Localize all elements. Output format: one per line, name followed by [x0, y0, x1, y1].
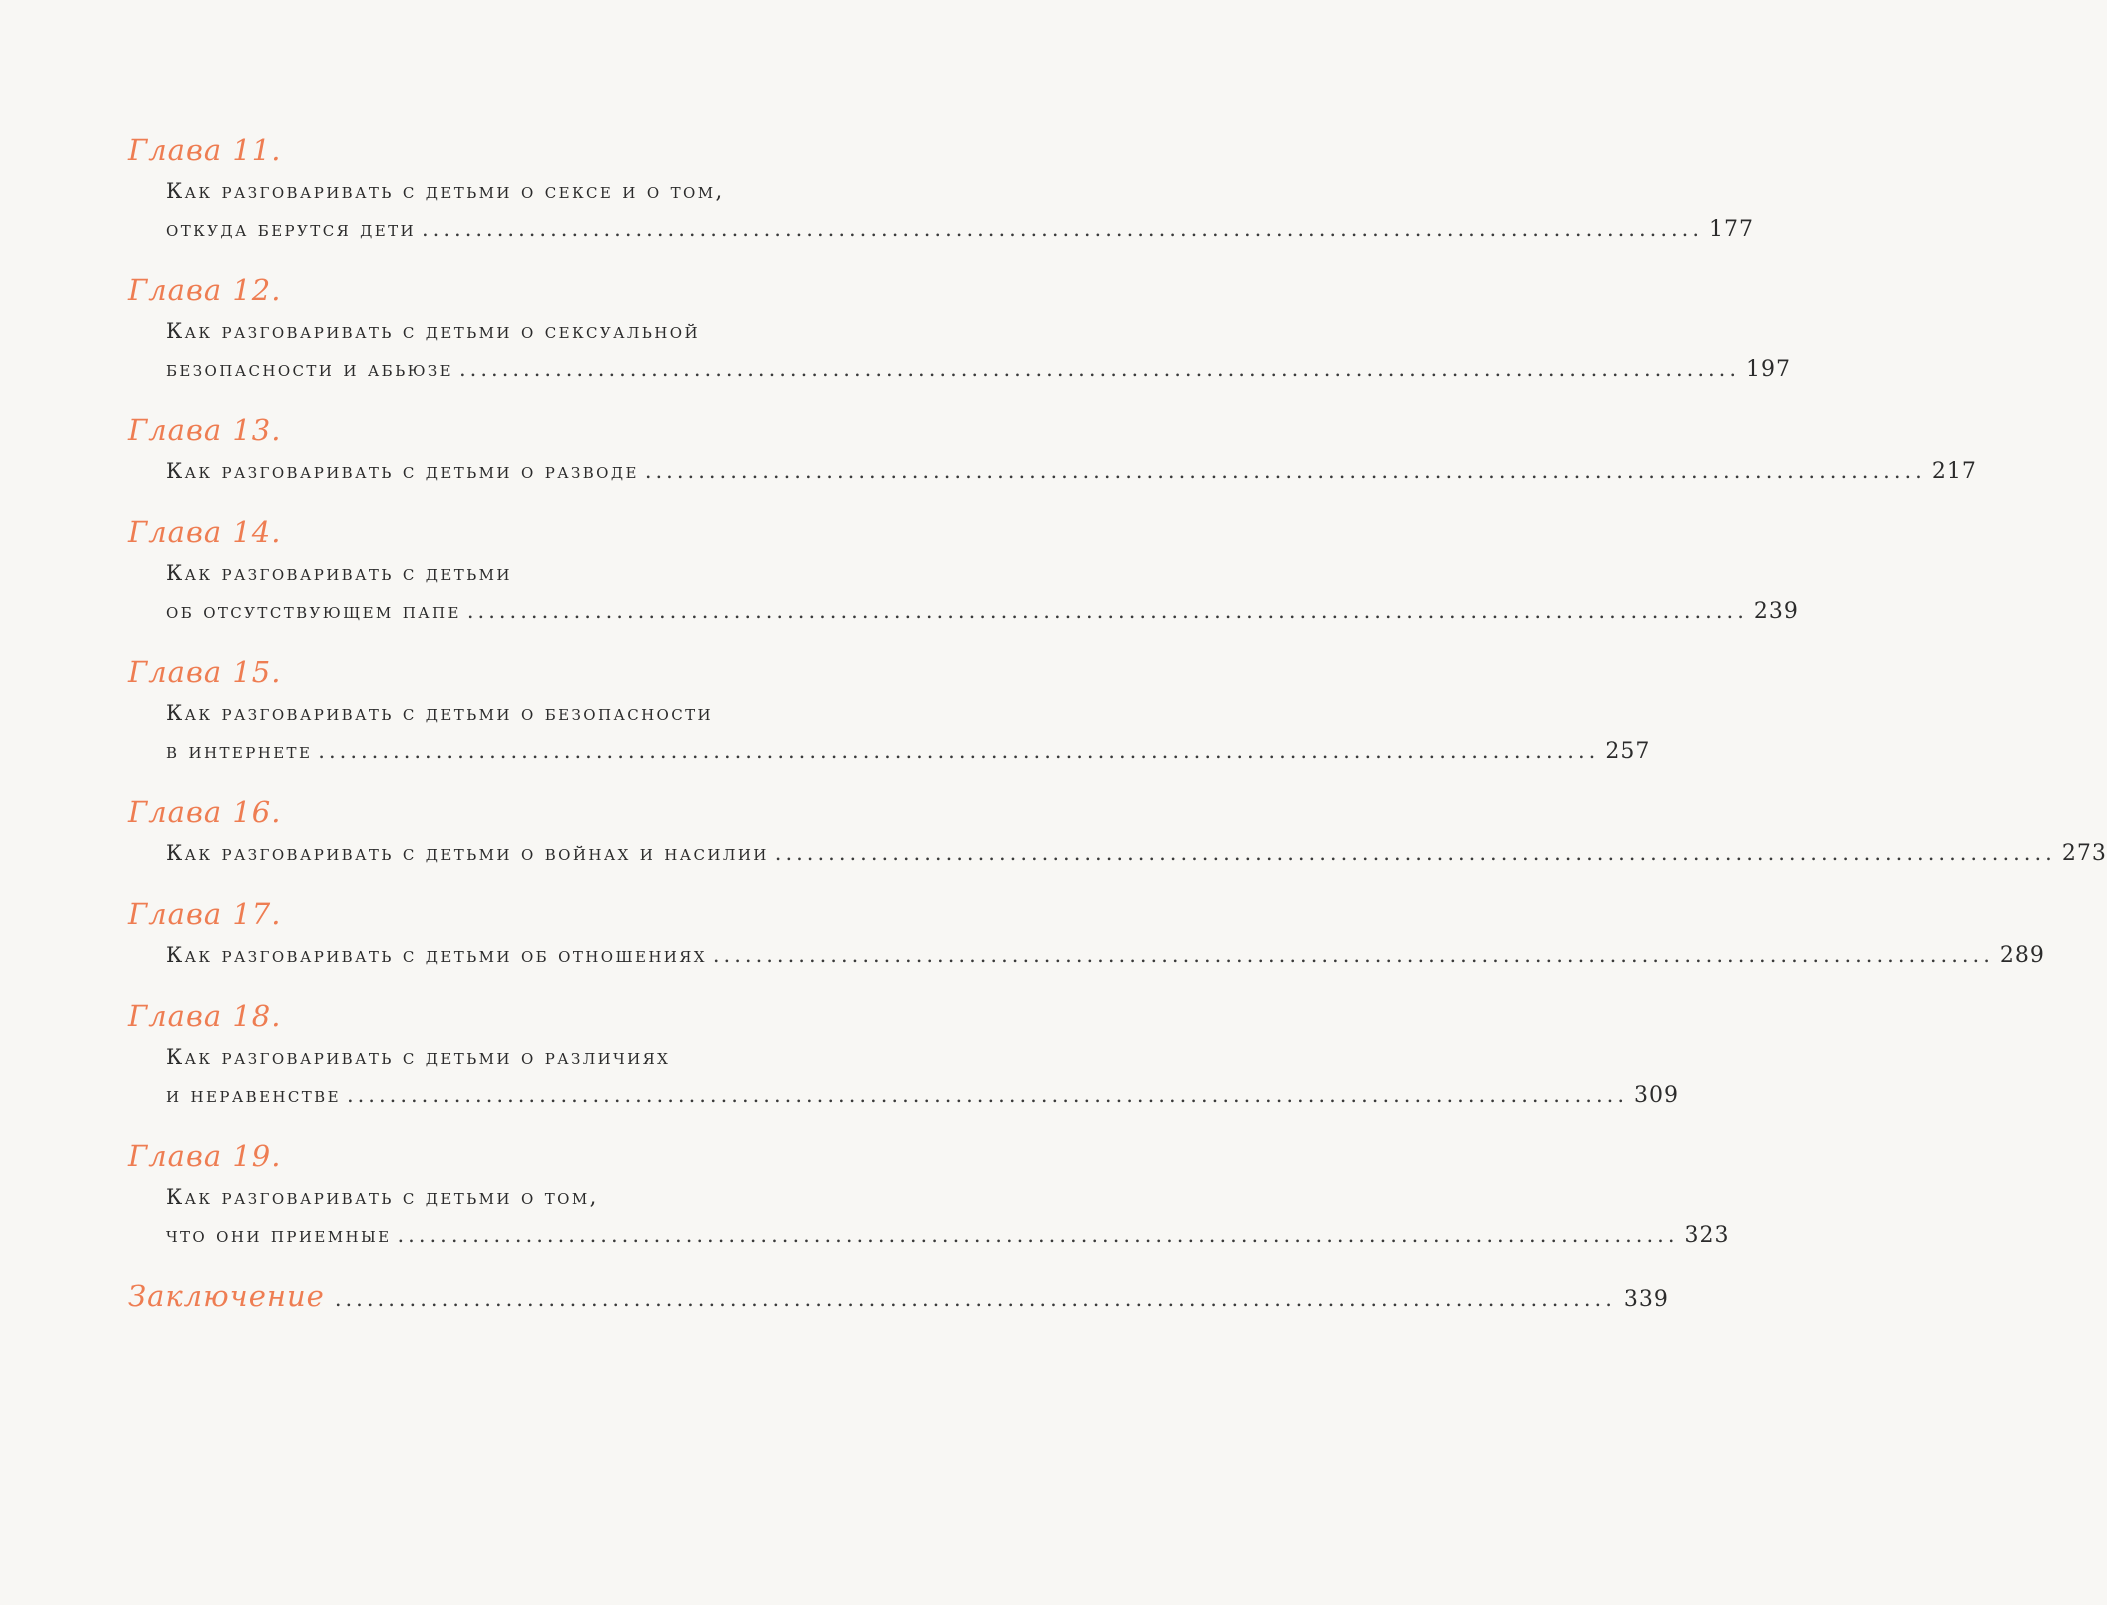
title-last-line: [166, 936, 2045, 974]
conclusion-label: Заключение: [128, 1279, 325, 1313]
title-last-line: [166, 452, 1977, 490]
chapter-label: Глава 14.: [128, 515, 282, 549]
title-line: Как разговаривать с детьми о различиях: [166, 1045, 671, 1069]
page-number: 217: [1931, 459, 1977, 484]
title-line: Как разговаривать с детьми о безопасности: [166, 701, 714, 725]
chapter-label: Глава 12.: [128, 273, 282, 307]
title-last-line: [166, 834, 2107, 872]
title-text: и неравенстве: [166, 1083, 341, 1107]
title-text: Как разговаривать с детьми об отношениях: [166, 943, 707, 967]
toc-conclusion: [128, 1274, 1669, 1318]
title-text: откуда берутся дети: [166, 217, 416, 241]
chapter-label: Глава 17.: [128, 897, 282, 931]
chapter-title: [166, 554, 1799, 630]
title-last-line: [166, 732, 1651, 770]
page-number: 239: [1753, 599, 1799, 624]
title-text: Как разговаривать с детьми о войнах и насилии: [166, 841, 769, 865]
toc-chapter-12: [128, 268, 1792, 388]
chapter-title: [166, 452, 1977, 490]
page-number: 289: [1999, 943, 2045, 968]
title-line: Как разговаривать с детьми о сексуальной: [166, 319, 700, 343]
chapter-title: [166, 936, 2045, 974]
toc-chapter-15: [128, 650, 1651, 770]
dot-leader: ........................................................................................................................: [712, 943, 1994, 967]
title-text: что они приемные: [166, 1223, 392, 1247]
page-number: 323: [1684, 1223, 1730, 1248]
dot-leader: ........................................................................................................................: [422, 217, 1704, 241]
page-number: 177: [1709, 217, 1755, 242]
chapter-label: Глава 19.: [128, 1139, 282, 1173]
title-text: в интернете: [166, 739, 313, 763]
page-number: 197: [1746, 357, 1792, 382]
title-last-line: [166, 210, 1755, 248]
title-last-line: [166, 1216, 1730, 1254]
toc-chapter-17: [128, 892, 2045, 974]
toc-chapter-11: [128, 128, 1755, 248]
page-number: 257: [1605, 739, 1651, 764]
toc-chapter-19: [128, 1134, 1730, 1254]
toc-chapter-14: [128, 510, 1799, 630]
dot-leader: ........................................................................................................................: [318, 739, 1600, 763]
toc-chapter-18: [128, 994, 1679, 1114]
chapter-title: [166, 834, 2107, 872]
page-number: 339: [1623, 1287, 1669, 1312]
page-number: 309: [1634, 1083, 1679, 1108]
dot-leader: ........................................................................................................................: [466, 599, 1748, 623]
page-number: 273: [2061, 841, 2107, 866]
chapter-title: [166, 312, 1792, 388]
toc-chapter-13: [128, 408, 1977, 490]
chapter-label: Глава 15.: [128, 655, 282, 689]
toc-chapter-16: [128, 790, 2107, 872]
title-last-line: [166, 1076, 1679, 1114]
chapter-title: [166, 172, 1755, 248]
chapter-title: [166, 694, 1651, 770]
table-of-contents: [128, 128, 2107, 1318]
chapter-label: Глава 18.: [128, 999, 282, 1033]
title-line: Как разговаривать с детьми: [166, 561, 512, 585]
title-last-line: [166, 350, 1792, 388]
chapter-title: [166, 1038, 1679, 1114]
title-text: Как разговаривать с детьми о разводе: [166, 459, 639, 483]
dot-leader: ........................................................................................................................: [397, 1223, 1679, 1247]
dot-leader: ........................................................................................................................: [644, 459, 1926, 483]
dot-leader: ........................................................................................................................: [774, 841, 2056, 865]
dot-leader: ........................................................................................................................: [346, 1083, 1628, 1107]
chapter-label: Глава 11.: [128, 133, 282, 167]
title-last-line: [166, 592, 1799, 630]
chapter-title: [166, 1178, 1730, 1254]
dot-leader: ........................................................................................................................: [459, 357, 1741, 381]
title-text: безопасности и абьюзе: [166, 357, 453, 381]
chapter-label: Глава 13.: [128, 413, 282, 447]
chapter-label: Глава 16.: [128, 795, 282, 829]
dot-leader: ........................................................................................................................: [334, 1287, 1616, 1311]
title-line: Как разговаривать с детьми о сексе и о том,: [166, 179, 725, 203]
title-text: об отсутствующем папе: [166, 599, 461, 623]
title-line: Как разговаривать с детьми о том,: [166, 1185, 599, 1209]
